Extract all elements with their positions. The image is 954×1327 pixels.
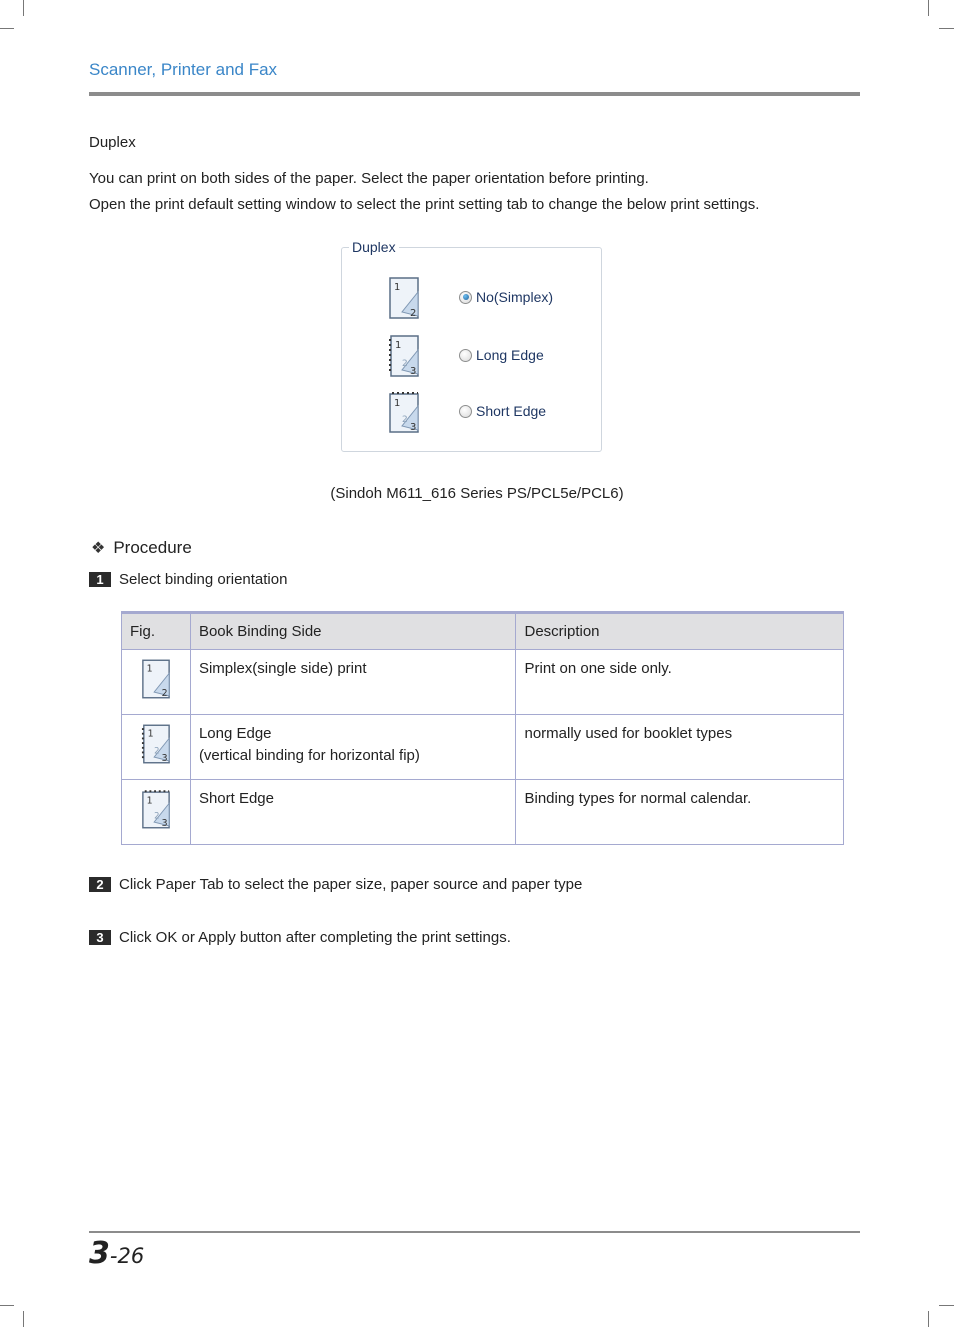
step-number-badge: 3: [89, 930, 111, 945]
fig-cell: [122, 715, 191, 780]
simplex-page-icon: [388, 276, 420, 320]
chapter-number: 3: [89, 1236, 110, 1271]
svg-text:3: 3: [410, 366, 417, 377]
radio-no-simplex[interactable]: [459, 289, 553, 305]
procedure-title: Procedure: [113, 538, 192, 557]
short-edge-page-icon: [141, 788, 171, 830]
crop-mark: [928, 1311, 929, 1327]
svg-text:1: 1: [394, 398, 401, 409]
step-number-badge: 1: [89, 572, 111, 587]
side-cell: [190, 780, 516, 845]
side-cell: [190, 650, 516, 715]
page-suffix: -26: [109, 1244, 145, 1268]
svg-text:2: 2: [402, 415, 408, 425]
side-line: Long Edge: [198, 725, 272, 742]
simplex-page-icon: [141, 658, 171, 700]
column-header-fig: Fig.: [122, 613, 191, 650]
table-row: [122, 715, 844, 780]
crop-mark: [939, 1305, 954, 1306]
radio-unselected-icon[interactable]: [459, 349, 472, 362]
long-edge-page-icon: [388, 334, 420, 378]
svg-text:1: 1: [146, 794, 153, 806]
radio-short-edge[interactable]: [459, 403, 546, 419]
column-header-side: Book Binding Side: [190, 613, 516, 650]
side-cell: [190, 715, 516, 780]
procedure-step: [89, 571, 287, 588]
table-row: [122, 780, 844, 845]
svg-text:1: 1: [147, 728, 154, 739]
description-cell: Print on one side only.: [516, 650, 844, 715]
svg-text:3: 3: [410, 422, 417, 433]
svg-text:3: 3: [161, 817, 168, 829]
svg-text:1: 1: [146, 663, 153, 674]
binding-table: [121, 611, 844, 845]
fig-cell: [122, 650, 191, 715]
crop-mark: [939, 28, 954, 29]
table-header-row: [122, 613, 844, 650]
step-text: Click Paper Tab to select the paper size, paper source and paper type: [119, 876, 583, 893]
intro-paragraph-1: You can print on both sides of the paper. Select the paper orientation before printing.: [89, 170, 649, 187]
svg-text:2: 2: [161, 687, 168, 699]
description-cell: normally used for booklet types: [516, 715, 844, 780]
radio-selected-icon[interactable]: [459, 291, 472, 304]
side-line: (vertical binding for horizontal fip): [198, 747, 420, 764]
radio-label: No(Simplex): [476, 289, 554, 305]
column-header-description: Description: [516, 613, 844, 650]
footer-rule: [89, 1231, 860, 1233]
procedure-step: [89, 876, 582, 893]
short-edge-page-icon: [388, 390, 420, 434]
procedure-step: [89, 929, 511, 946]
figure-caption: (Sindoh M611_616 Series PS/PCL5e/PCL6): [330, 485, 624, 502]
duplex-legend: Duplex: [349, 239, 399, 255]
svg-text:2: 2: [410, 308, 417, 319]
page-number: [89, 1236, 144, 1271]
crop-mark: [23, 0, 24, 16]
side-line: Simplex(single side) print: [198, 660, 367, 677]
radio-label: Short Edge: [476, 403, 547, 419]
procedure-heading: [91, 538, 192, 558]
running-header: Scanner, Printer and Fax: [89, 60, 278, 79]
diamond-bullet-icon: ❖: [91, 540, 106, 557]
header-rule: [89, 92, 860, 96]
step-number-badge: 2: [89, 877, 111, 892]
svg-text:2: 2: [154, 809, 160, 820]
fig-cell: [122, 780, 191, 845]
crop-mark: [928, 0, 929, 16]
step-text: Select binding orientation: [119, 571, 288, 588]
svg-text:2: 2: [402, 359, 408, 369]
description-cell: Binding types for normal calendar.: [516, 780, 844, 845]
intro-paragraph-2: Open the print default setting window to select the print setting tab to change the below print settings.: [89, 196, 760, 213]
table-row: [122, 650, 844, 715]
radio-unselected-icon[interactable]: [459, 405, 472, 418]
crop-mark: [23, 1311, 24, 1327]
step-text: Click OK or Apply button after completing the print settings.: [119, 929, 511, 946]
section-title: Duplex: [89, 134, 136, 151]
svg-text:3: 3: [161, 752, 168, 764]
svg-text:1: 1: [395, 340, 402, 351]
crop-mark: [0, 28, 14, 29]
radio-long-edge[interactable]: [459, 347, 544, 363]
radio-label: Long Edge: [476, 347, 544, 363]
svg-text:2: 2: [154, 744, 160, 755]
duplex-dialog: [341, 236, 602, 452]
side-line: Short Edge: [198, 790, 274, 807]
long-edge-page-icon: [141, 723, 171, 765]
svg-text:1: 1: [394, 282, 401, 293]
crop-mark: [0, 1305, 14, 1306]
